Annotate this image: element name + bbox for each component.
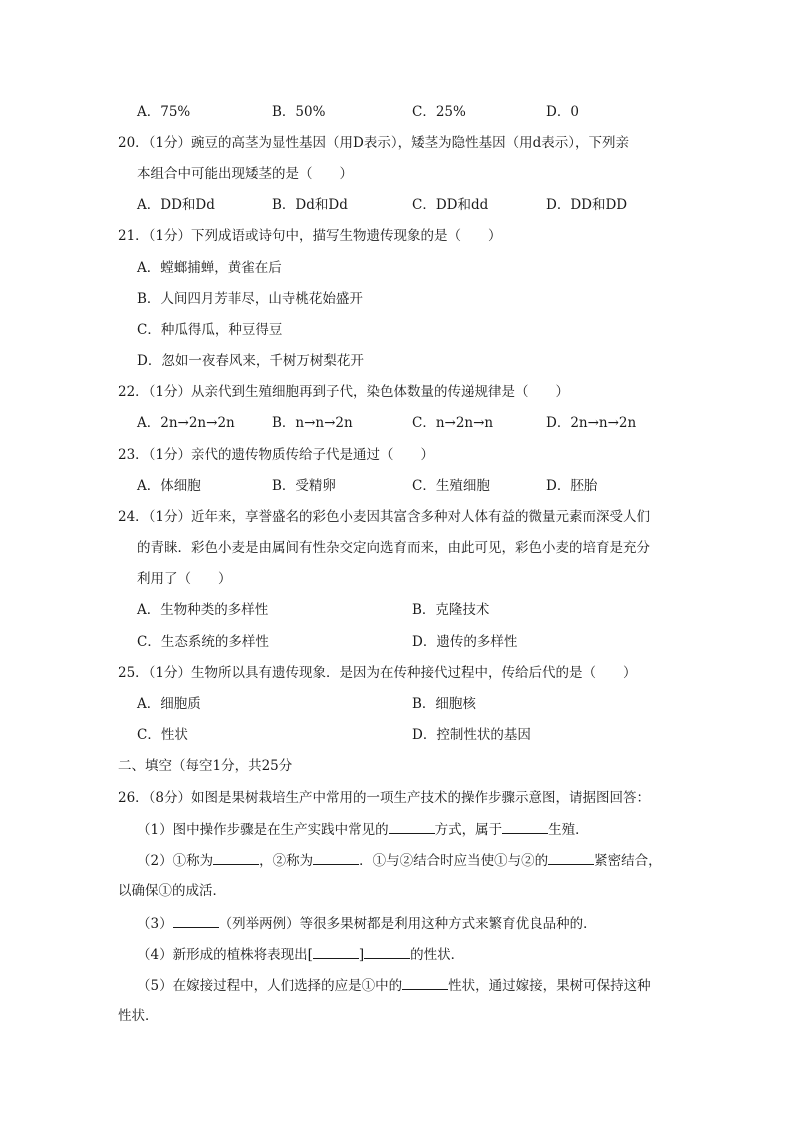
q26-sub1 — [137, 819, 794, 839]
q22-options — [0, 413, 794, 433]
q25-option-d: D．控制性状的基因 — [412, 727, 531, 743]
q26-sub3-text-a: （3） — [137, 916, 173, 932]
section-heading: 二、填空（每空1分，共25分 — [118, 758, 293, 774]
q20-option-c: C．DD和dd — [412, 197, 489, 213]
q26-sub2-text-d: 紧密结合， — [594, 853, 662, 869]
q24-option-c: C．生态系统的多样性 — [137, 634, 269, 650]
q26-stem: 26．（8分）如图是果树栽培生产中常用的一项生产技术的操作步骤示意图，请据图回答： — [118, 790, 651, 806]
q26-sub4-text-a: （4）新形成的植株将表现出[ — [137, 947, 313, 963]
q22-option-d: D．2n→n→2n — [546, 415, 637, 431]
q26-sub2 — [137, 850, 794, 870]
answer-blank[interactable] — [389, 819, 435, 834]
q26-sub2-text-c: ．①与②结合时应当使①与②的 — [359, 853, 549, 869]
q26-sub5-text-b: 性状，通过嫁接，果树可保持这种 — [448, 978, 651, 994]
q21-option-b: B．人间四月芳菲尽，山寺桃花始盛开 — [137, 291, 363, 307]
q26-sub3 — [137, 913, 794, 933]
q26-sub1-text-c: 生殖． — [548, 822, 589, 838]
q25-option-c: C．性状 — [137, 727, 188, 743]
q26-sub2-text-b: ，②称为 — [259, 853, 314, 869]
q24-stem-line1: 24．（1分）近年来，享誉盛名的彩色小麦因其富含多种对人体有益的微量元素而深受人们 — [118, 509, 651, 525]
q22-option-b: B．n→n→2n — [272, 415, 353, 431]
answer-blank[interactable] — [313, 850, 359, 865]
q19-option-d: D．0 — [546, 104, 579, 120]
q20-stem-line1: 20．（1分）豌豆的高茎为显性基因（用D表示），矮茎为隐性基因（用d表示），下列亲 — [118, 135, 629, 151]
q25-stem: 25．（1分）生物所以具有遗传现象．是因为在传种接代过程中，传给后代的是（ ） — [118, 665, 637, 681]
q19-option-b: B．50% — [272, 104, 326, 120]
q20-option-b: B．Dd和Dd — [272, 197, 348, 213]
q26-sub4 — [137, 944, 794, 964]
q26-sub4-text-c: 的性状． — [410, 947, 465, 963]
q21-option-d: D．忽如一夜春风来，千树万树梨花开 — [137, 353, 364, 369]
answer-blank[interactable] — [502, 819, 548, 834]
q26-sub5 — [137, 975, 794, 995]
q24-options-row2 — [0, 632, 794, 652]
q24-stem-line3: 利用了（ ） — [137, 571, 232, 587]
q20-option-d: D．DD和DD — [546, 197, 628, 213]
q26-sub5-text-a: （5）在嫁接过程中，人们选择的应是①中的 — [137, 978, 403, 994]
q26-sub2-line2: 以确保①的成活． — [118, 883, 226, 899]
q21-option-c: C．种瓜得瓜，种豆得豆 — [137, 322, 283, 338]
q23-stem: 23．（1分）亲代的遗传物质传给子代是通过（ ） — [118, 447, 435, 463]
q25-options-row1 — [0, 694, 794, 714]
q26-sub4-text-b: ] — [358, 947, 365, 963]
q26-sub5-line2: 性状． — [118, 1008, 159, 1024]
answer-blank[interactable] — [213, 850, 259, 865]
q22-option-c: C．n→2n→n — [412, 415, 494, 431]
q22-option-a: A．2n→2n→2n — [137, 415, 235, 431]
q19-option-a: A．75% — [137, 104, 191, 120]
answer-blank[interactable] — [402, 975, 448, 990]
q20-option-a: A．DD和Dd — [137, 197, 215, 213]
q24-stem-line2: 的青睐．彩色小麦是由属间有性杂交定向选育而来，由此可见，彩色小麦的培育是充分 — [137, 540, 650, 556]
q26-sub3-text-b: （列举两例）等很多果树都是利用这种方式来繁育优良品种的． — [218, 916, 597, 932]
q22-stem: 22．（1分）从亲代到生殖细胞再到子代，染色体数量的传递规律是（ ） — [118, 384, 570, 400]
q25-option-b: B．细胞核 — [412, 696, 476, 712]
answer-blank[interactable] — [364, 944, 410, 959]
q21-stem: 21．（1分）下列成语或诗句中，描写生物遗传现象的是（ ） — [118, 228, 502, 244]
q23-option-d: D．胚胎 — [546, 478, 598, 494]
q20-stem-line2: 本组合中可能出现矮茎的是（ ） — [137, 166, 353, 182]
answer-blank[interactable] — [313, 944, 359, 959]
q26-sub1-text-a: （1）图中操作步骤是在生产实践中常见的 — [137, 822, 389, 838]
q19-option-c: C．25% — [412, 104, 466, 120]
q20-options — [0, 195, 794, 215]
q26-sub1-text-b: 方式，属于 — [434, 822, 503, 838]
q25-option-a: A．细胞质 — [137, 696, 201, 712]
q24-options-row1 — [0, 600, 794, 620]
q23-option-a: A．体细胞 — [137, 478, 201, 494]
q19-options — [0, 102, 794, 122]
q23-options — [0, 476, 794, 496]
q24-option-a: A．生物种类的多样性 — [137, 602, 269, 618]
q23-option-c: C．生殖细胞 — [412, 478, 490, 494]
q26-sub2-text-a: （2）①称为 — [137, 853, 214, 869]
answer-blank[interactable] — [173, 913, 219, 928]
answer-blank[interactable] — [548, 850, 594, 865]
q21-option-a: A．螳螂捕蝉，黄雀在后 — [137, 260, 282, 276]
q24-option-d: D．遗传的多样性 — [412, 634, 518, 650]
q24-option-b: B．克隆技术 — [412, 602, 490, 618]
q23-option-b: B．受精卵 — [272, 478, 336, 494]
q25-options-row2 — [0, 725, 794, 745]
